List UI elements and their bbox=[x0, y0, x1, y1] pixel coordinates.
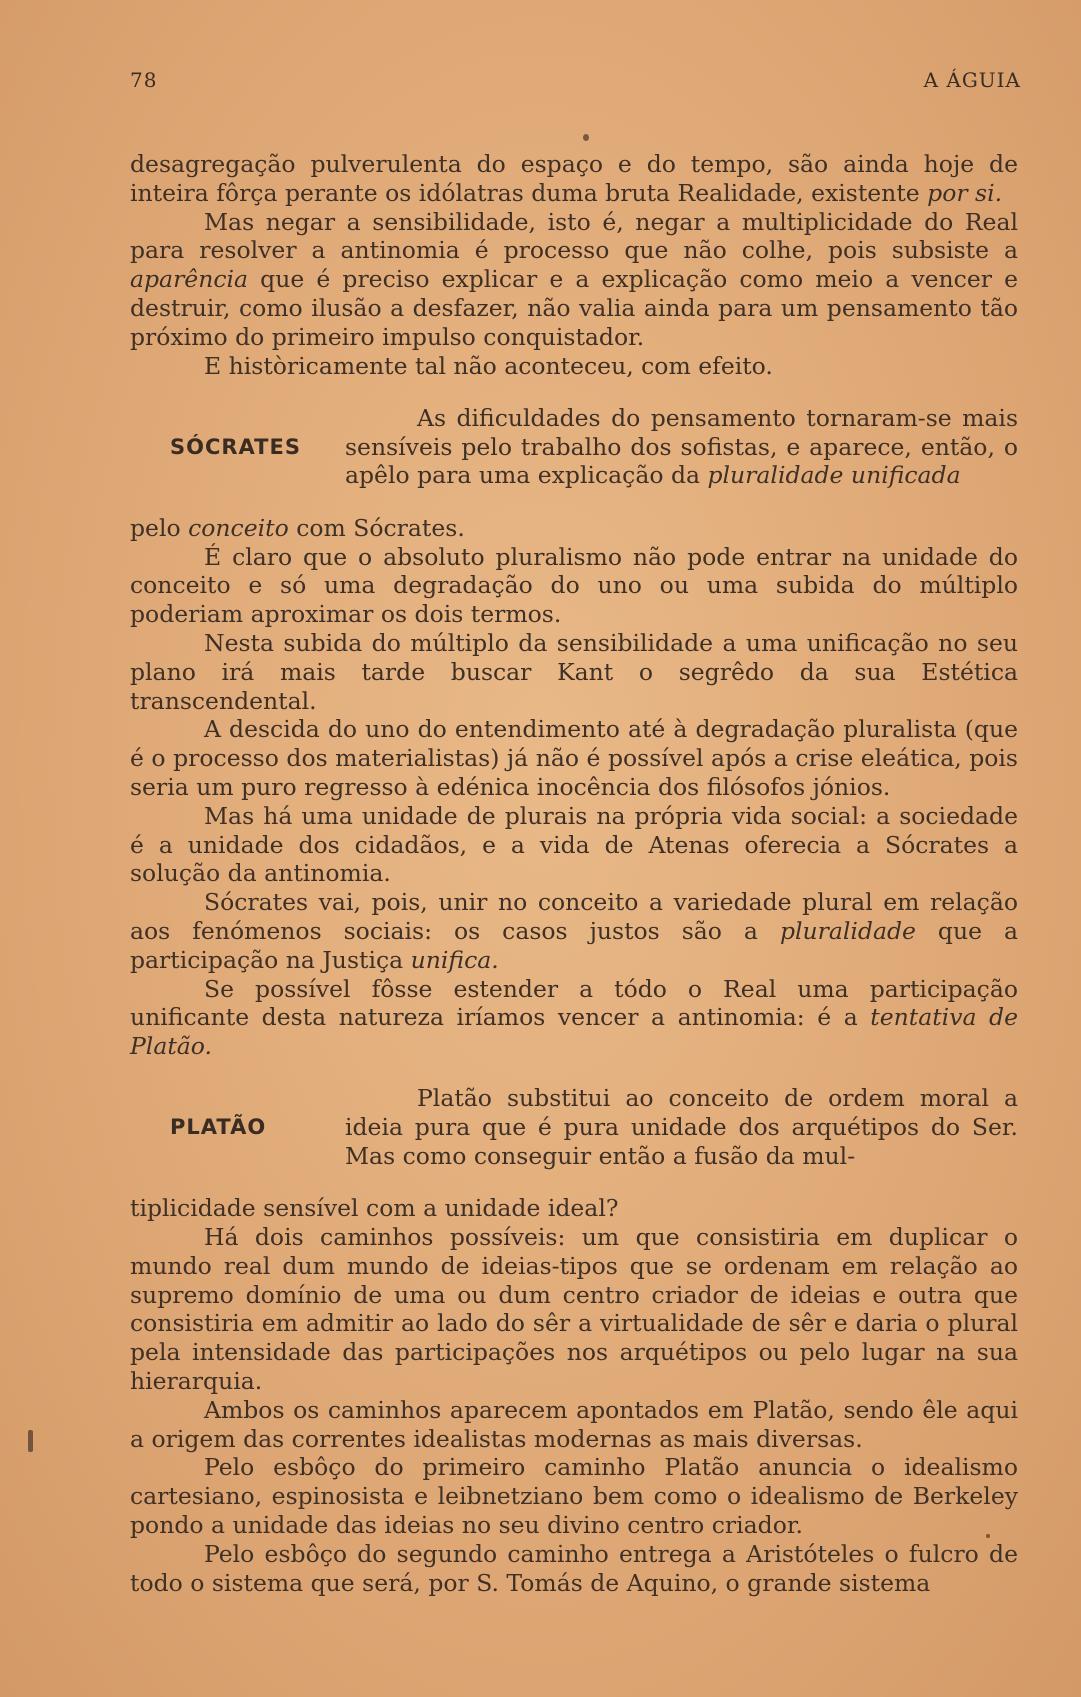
socrates-paragraph-tail: pelo conceito com Sócrates. bbox=[130, 513, 465, 542]
paragraph-7: Mas há uma unidade de plurais na própria vida social: a sociedade é a unidade dos cidadãos, e a vida de Atenas oferecia a Sócrates a solução da antinomia. bbox=[130, 801, 1018, 888]
paragraph-3: E històricamente tal não aconteceu, com efeito. bbox=[204, 351, 773, 380]
paragraph-1: desagregação pulverulenta do espaço e do tempo, são ainda hoje de inteira fôrça perante os idólatras duma bruta Realidade, existente por si. bbox=[130, 150, 1018, 207]
platao-paragraph: Platão substitui ao conceito de ordem moral a ideia pura que é pura unidade dos arquétipos do Ser. Mas como conseguir então a fusão da mul- bbox=[345, 1084, 1018, 1170]
ink-speck bbox=[986, 1534, 990, 1538]
paragraph-6: A descida do uno do entendimento até à degradação pluralista (que é o processo dos materialistas) já não é possível após a crise eleática, pois seria um puro regresso à edénica inocência dos filósofos jónios. bbox=[130, 715, 1018, 801]
platao-section bbox=[130, 1084, 1018, 1170]
paragraph-4: É claro que o absoluto pluralismo não pode entrar na unidade do conceito e só uma degradação do uno ou uma subida do múltiplo poderiam aproximar os dois termos. bbox=[130, 542, 1018, 629]
paragraph-5: Nesta subida do múltiplo da sensibilidade a uma unificação no seu plano irá mais tarde buscar Kant o segrêdo da sua Estética transcendental. bbox=[130, 628, 1018, 715]
paragraph-11: Ambos os caminhos aparecem apontados em Platão, sendo êle aqui a origem das correntes idealistas modernas as mais diversas. bbox=[130, 1395, 1018, 1453]
paragraph-9: Se possível fôsse estender a tódo o Real uma participação unificante desta natureza iríamos vencer a antinomia: é a tentativa de Platão. bbox=[130, 974, 1018, 1061]
socrates-paragraph: As dificuldades do pensamento tornaram-se mais sensíveis pelo trabalho dos sofistas, e aparece, então, o apêlo para uma explicação da pluralidade unificada bbox=[345, 403, 1018, 490]
journal-title: A ÁGUIA bbox=[923, 68, 1021, 92]
body-text bbox=[130, 150, 1018, 1597]
ink-speck bbox=[28, 1430, 33, 1452]
paragraph-13: Pelo esbôço do segundo caminho entrega a Aristóteles o fulcro de todo o sistema que será, por S. Tomás de Aquino, o grande sistema bbox=[130, 1539, 1018, 1597]
paragraph-2: Mas negar a sensibilidade, isto é, negar a multiplicidade do Real para resolver a antinomia é processo que não colhe, pois subsiste a aparência que é preciso explicar e a explicação como meio a vencer e destruir, como ilusão a desfazer, não valia ainda para um pensamento tão próximo do primeiro impulso conquistador. bbox=[130, 207, 1018, 351]
page-number: 78 bbox=[130, 68, 158, 92]
socrates-section bbox=[130, 404, 1018, 490]
paragraph-8: Sócrates vai, pois, unir no conceito a variedade plural em relação aos fenómenos sociais: os casos justos são a pluralidade que a participação na Justiça unifica. bbox=[130, 888, 1018, 974]
paragraph-12: Pelo esbôço do primeiro caminho Platão anuncia o idealismo cartesiano, espinosista e leibnetziano bem como o idealismo de Berkeley pondo a unidade das ideias no seu divino centro criador. bbox=[130, 1453, 1018, 1540]
paragraph-10: Há dois caminhos possíveis: um que consistiria em duplicar o mundo real dum mundo de ideias-tipos que se ordenam em relação ao supremo domínio de uma ou dum centro criador de ideias e outra que consistiria em admitir ao lado do sêr a virtualidade de sêr e daria o plural pela intensidade das participações nos arquétipos ou pelo lugar na sua hierarquia. bbox=[130, 1223, 1018, 1396]
ink-speck bbox=[583, 134, 589, 141]
platao-paragraph-tail: tiplicidade sensível com a unidade ideal? bbox=[130, 1194, 619, 1223]
side-heading-socrates: SÓCRATES bbox=[170, 434, 301, 459]
running-head bbox=[130, 68, 1021, 92]
side-heading-platao: PLATÃO bbox=[170, 1115, 267, 1140]
